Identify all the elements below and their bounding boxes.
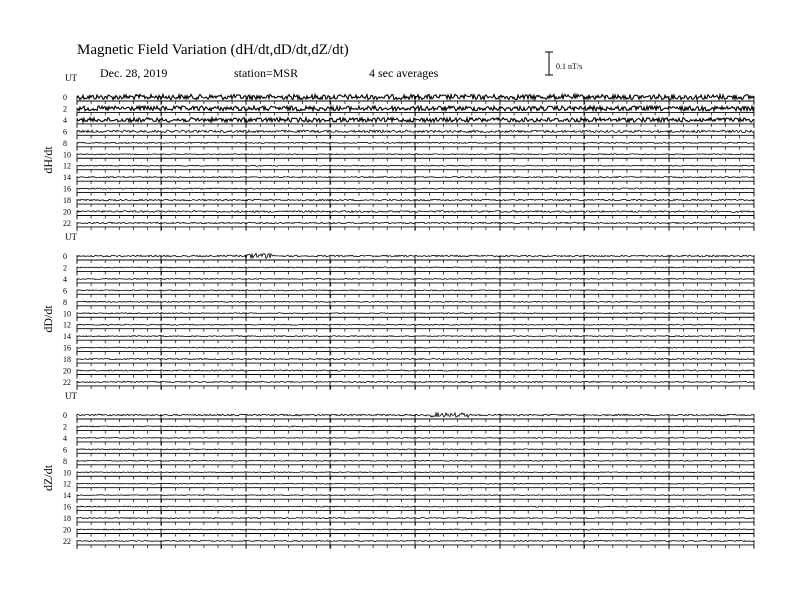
row-label: 0 [63, 411, 67, 420]
series-trace [77, 483, 754, 484]
chart-title: Magnetic Field Variation (dH/dt,dD/dt,dZ/dt) [77, 42, 349, 58]
series-trace [77, 518, 754, 519]
ut-axis-label: UT [65, 391, 77, 401]
row-label: 20 [63, 366, 71, 376]
series-trace [77, 381, 754, 382]
y-axis-label: dZ/dt [41, 464, 55, 491]
row-label: 10 [63, 468, 71, 478]
series-trace [77, 301, 754, 302]
row-label: 18 [63, 514, 71, 524]
date-label: Dec. 28, 2019 [100, 66, 168, 80]
series-trace [77, 324, 754, 325]
row-label: 4 [63, 115, 67, 125]
series-trace [77, 438, 754, 439]
row-label: 12 [63, 320, 71, 330]
row-label: 18 [63, 355, 71, 365]
ut-axis-label: UT [65, 232, 77, 242]
scale-bar [545, 52, 553, 75]
series-trace [77, 529, 754, 530]
series-trace [77, 94, 754, 99]
series-trace [77, 358, 754, 359]
row-label: 12 [63, 161, 71, 171]
series-trace [77, 199, 754, 201]
series-trace [77, 449, 754, 450]
series-trace [77, 118, 754, 122]
series-trace [77, 506, 754, 507]
series-trace [77, 106, 754, 111]
series-trace [77, 130, 754, 132]
series-trace [77, 154, 754, 155]
row-label: 20 [63, 525, 71, 535]
row-label: 8 [63, 297, 67, 307]
row-label: 8 [63, 456, 67, 466]
row-label: 14 [63, 332, 71, 342]
series-trace [77, 253, 754, 258]
row-label: 10 [63, 150, 71, 160]
series-trace [77, 336, 754, 337]
row-label: 2 [63, 104, 67, 114]
series-trace [77, 347, 754, 348]
series-trace [77, 165, 754, 166]
row-label: 20 [63, 207, 71, 217]
row-label: 2 [63, 422, 67, 432]
series-trace [77, 278, 754, 279]
scale-label: 0.1 nT/s [556, 62, 583, 71]
row-label: 16 [63, 343, 71, 353]
row-label: 0 [63, 252, 67, 261]
row-label: 22 [63, 377, 71, 387]
series-trace [77, 426, 754, 427]
series-trace [77, 540, 754, 541]
row-label: 4 [63, 274, 67, 284]
row-label: 12 [63, 479, 71, 489]
row-label: 16 [63, 184, 71, 194]
row-label: 6 [63, 127, 67, 137]
station-label: station=MSR [234, 66, 299, 80]
series-trace [77, 177, 754, 178]
row-label: 18 [63, 196, 71, 206]
panel-dZ-dt [41, 391, 754, 549]
row-label: 6 [63, 445, 67, 455]
series-trace [77, 313, 754, 314]
row-label: 2 [63, 263, 67, 273]
panel-dD-dt [41, 232, 754, 390]
y-axis-label: dH/dt [41, 146, 55, 174]
panels [41, 73, 754, 549]
row-label: 16 [63, 502, 71, 512]
series-trace [77, 211, 754, 213]
series-trace [77, 188, 754, 189]
series-trace [77, 142, 754, 143]
y-axis-label: dD/dt [41, 305, 55, 333]
row-label: 0 [63, 93, 67, 102]
row-label: 10 [63, 309, 71, 319]
series-trace [77, 222, 754, 223]
row-label: 14 [63, 491, 71, 501]
row-label: 8 [63, 138, 67, 148]
averaging-label: 4 sec averages [369, 66, 439, 80]
row-label: 14 [63, 173, 71, 183]
ut-axis-label: UT [65, 73, 77, 83]
series-trace [77, 290, 754, 291]
row-label: 22 [63, 218, 71, 228]
series-trace [77, 267, 754, 268]
row-label: 6 [63, 286, 67, 296]
series-trace [77, 460, 754, 461]
series-trace [77, 472, 754, 473]
row-label: 4 [63, 433, 67, 443]
series-trace [77, 495, 754, 496]
series-trace [77, 413, 754, 417]
panel-dH-dt [41, 73, 754, 231]
row-label: 22 [63, 536, 71, 546]
series-trace [77, 370, 754, 371]
